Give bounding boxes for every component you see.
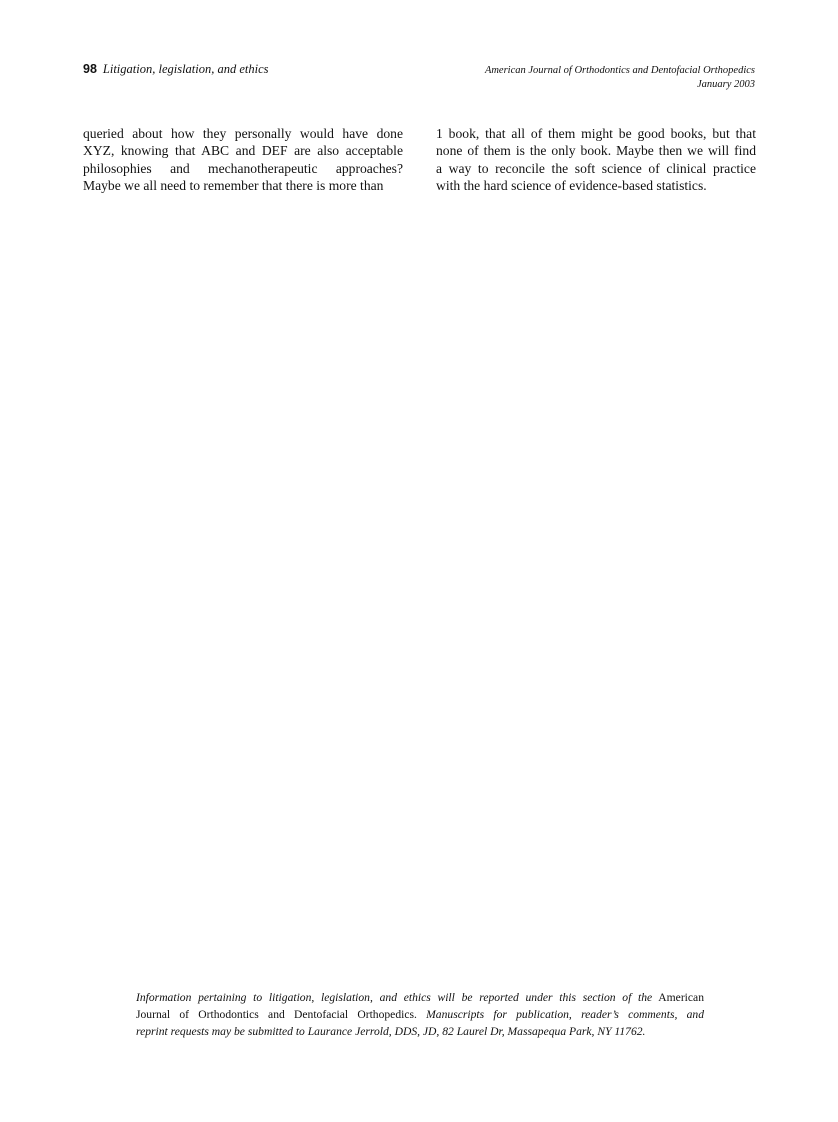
running-header-right [485, 64, 755, 92]
body-column-left [83, 125, 403, 195]
section-footnote [136, 989, 704, 1041]
text-line: XYZ, knowing that ABC and DEF are also acceptable [83, 143, 403, 159]
footnote-line: reprint requests may be submitted to Laurance Jerrold, DDS, JD, 82 Laurel Dr, Massapequa Park, NY 11762. [136, 1025, 646, 1039]
text-line: none of them is the only book. Maybe then we will find [436, 143, 756, 159]
footnote-text: Journal of Orthodontics and Dentofacial Orthopedics. [136, 1008, 417, 1022]
text-line: with the hard science of evidence-based statistics. [436, 178, 707, 194]
text-line: 1 book, that all of them might be good books, but that [436, 126, 756, 141]
body-column-right [436, 125, 756, 195]
footnote-text: Manuscripts for publication, reader’s comments, and [416, 1008, 704, 1022]
issue-date: January 2003 [696, 79, 755, 90]
footnote-text: American [652, 991, 704, 1004]
footnote-text: Information pertaining to litigation, legislation, and ethics will be reported under this section of the [136, 991, 653, 1004]
text-line: Maybe we all need to remember that there is more than [83, 178, 384, 194]
section-title: Litigation, legislation, and ethics [102, 62, 269, 76]
footnote-line [136, 1006, 704, 1023]
running-header-left [83, 62, 269, 77]
text-line: philosophies and mechanotherapeutic approaches? [83, 160, 403, 176]
footnote-line [136, 989, 704, 1006]
text-line: queried about how they personally would have done [83, 126, 403, 141]
page-number: 98 [83, 62, 97, 76]
text-line: a way to reconcile the soft science of clinical practice [436, 160, 756, 176]
journal-name: American Journal of Orthodontics and Dentofacial Orthopedics [484, 65, 755, 76]
